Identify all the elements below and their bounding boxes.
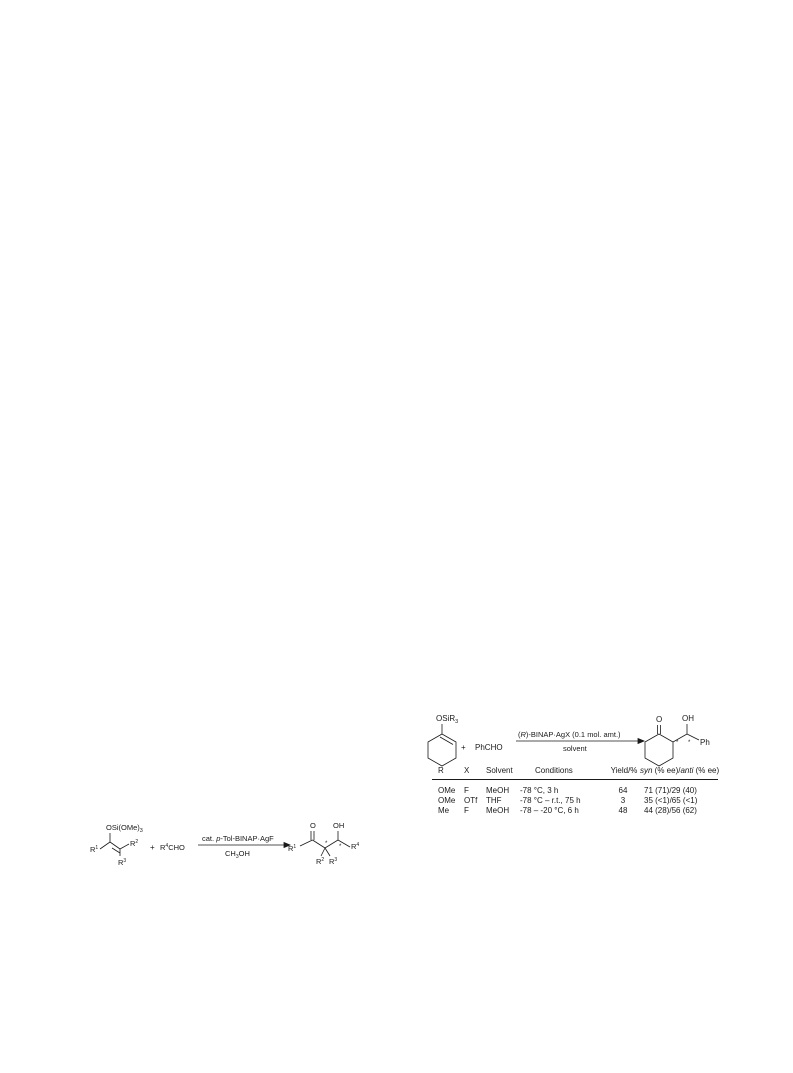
table-rule [432,779,718,780]
aldol-adduct-structure [288,821,359,866]
svg-text:R4: $R^4$ [351,842,360,851]
svg-text:OSi(OMe)3: $OSi(OMe)_3$ [106,823,143,834]
header-x: X [464,766,470,775]
svg-text:O: O [656,715,663,724]
svg-text:Ph: Ph [700,738,710,747]
svg-text:O: O [310,821,316,830]
solvent-label: $CH_3OH$ [225,849,250,860]
benzaldehyde-label: PhCHO [475,743,503,752]
svg-text:R3: $R^3$ [329,857,338,866]
arrow-head [638,739,644,744]
svg-text:*: * [325,841,328,847]
svg-text:OSiR3 [436,714,458,725]
solvent-label: solvent [563,744,587,753]
bottom-reaction-scheme [88,818,388,882]
svg-text:R1: $R^1$ [90,845,99,854]
catalyst-label: cat. p-Tol-BINAP·AgF [202,834,274,843]
reactant1-sub: 3 [455,719,459,725]
silyl-enol-ether-structure [428,714,458,766]
header-syn-anti: syn (% ee)/anti (% ee) [640,766,720,775]
svg-text:R2: $R^2$ [130,839,139,848]
table-row: OMe F MeOH -78 °C, 3 h 64 71 (71)/29 (40) [438,786,697,795]
svg-text:*: * [339,844,342,850]
svg-text:R2: $R^2$ [316,857,325,866]
header-solvent: Solvent [486,766,513,775]
svg-text:R1: $R^1$ [288,844,297,853]
aldehyde-label: $R^4CHO$ [160,843,185,852]
svg-text:OH: OH [333,821,345,830]
svg-text:*: * [688,740,691,746]
svg-text:R3: $R^3$ [118,858,127,867]
header-yield: Yield/% [610,766,638,775]
table-row: OMe OTf THF -78 °C – r.t., 75 h 3 35 (<1)/65 (<1) [438,796,698,805]
reagent-label: (R)-BINAP·AgX (0.1 mol. amt.) [518,730,621,739]
silyl-ketene-acetal-structure [90,823,143,867]
header-r: R [438,766,444,775]
svg-text:OH: OH [682,714,694,723]
plus-sign: + [461,743,466,752]
plus-sign: + [150,843,155,852]
aldol-product-structure [645,714,710,766]
header-conditions: Conditions [535,766,573,775]
table-header-row [432,765,718,776]
results-table [432,765,718,815]
svg-text:*: * [676,740,679,746]
reactant1-group: OSiR [436,714,456,723]
table-row: Me F MeOH -78 – -20 °C, 6 h 48 44 (28)/56 (62) [438,806,697,815]
